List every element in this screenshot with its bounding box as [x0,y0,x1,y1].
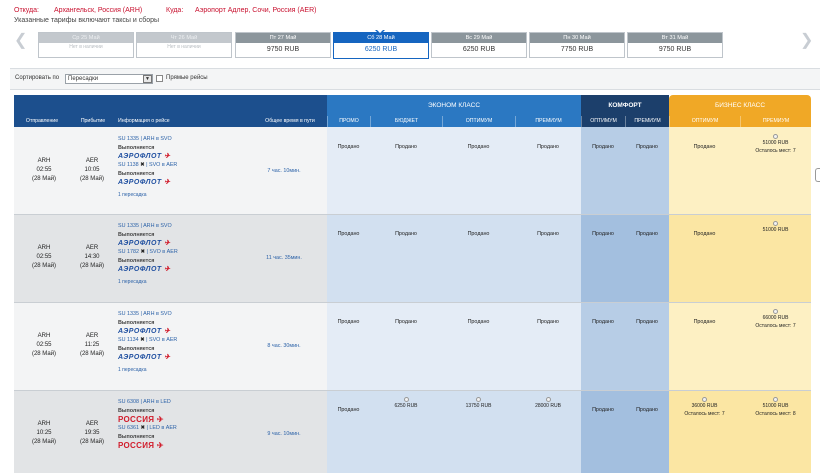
col-arrival: Прибытие [80,118,106,124]
business-class-header: БИЗНЕС КЛАСС [669,95,811,116]
seats-left: Осталось мест: 7 [755,323,796,329]
date-option[interactable] [529,32,625,58]
fare-sold-out: Продано [395,319,417,325]
airline-logo [118,416,238,425]
plane-icon: ✈ [161,353,171,361]
fare-column-header: ПРОМО [327,116,370,127]
date-option-label: Пт 27 Май [236,33,330,43]
fare-sold-out: Продано [395,231,417,237]
flights-table [14,95,811,473]
fare-price: 28000 RUB [535,403,561,409]
operated-by-label: Выполняется [118,231,155,238]
departure-time: 02:55 [36,254,52,260]
arrival-code: AER [85,157,99,164]
flight-row-highlight [581,390,669,473]
date-option-price: Нет в наличии [69,44,103,50]
fare-sold-out: Продано [636,144,658,150]
seats-left: Осталось мест: 7 [684,411,725,417]
fare-column-header: ПРЕМИУМ [515,116,581,127]
from-label: Откуда: [14,7,39,14]
search-summary [14,6,814,26]
arrival-code: AER [85,333,99,339]
fare-sold-out: Продано [467,231,490,237]
table-header-left [14,95,327,116]
transfers-link[interactable]: 1 пересадка [118,366,147,373]
date-carousel [0,29,820,65]
airline-name: АЭРОФЛОТ [118,327,162,335]
flight-leg-2-link[interactable] [118,336,238,345]
operated-by-label: Выполняется [118,407,155,414]
flight-route: | SVO в AER [146,337,178,344]
operated-by-label: Выполняется [118,144,155,151]
flight-route: | LED в AER [146,425,177,432]
sort-select[interactable]: Пересадки [65,74,153,84]
fare-sold-out: Продано [592,407,614,413]
total-travel-time: 7 час. 10мин. [267,167,301,174]
fare-price: 36000 RUB [691,403,718,409]
airline-name: РОССИЯ [118,414,155,424]
to-value: Аэропорт Адлер, Сочи, Россия (AER) [195,7,317,14]
date-option-price: 6250 RUB [364,46,398,53]
departure-code: ARH [37,245,51,251]
tariff-note: Указанные тарифы включают таксы и сборы [14,17,160,24]
fare-column-header: ПРЕМИУМ [740,116,811,127]
plane-icon: ✈ [161,327,171,335]
airline-logo [118,442,238,451]
arrival-time: 11:25 [84,342,100,348]
flight-leg-1-link[interactable]: SU 6308 | ARH в LED [118,399,171,405]
date-option[interactable] [627,32,723,58]
date-option-label: Вс 29 Май [432,33,526,43]
airline-logo [118,266,238,275]
close-icon: ✖ [138,162,147,169]
flight-leg-2-link[interactable] [118,248,238,257]
to-label: Куда: [166,7,184,14]
flight-route: | SVO в AER [146,162,178,169]
comfort-class-header: КОМФОРТ [581,95,669,116]
arrival-code: AER [85,421,99,427]
airline-name: АЭРОФЛОТ [118,353,162,361]
date-option-label: Вт 31 Май [628,33,722,43]
date-option-price: 6250 RUB [462,46,496,53]
flight-leg-1-link[interactable]: SU 1335 | ARH в SVO [118,136,172,142]
side-feedback-tab[interactable] [815,168,820,182]
operated-by-label: Выполняется [118,258,155,265]
flight-number[interactable]: SU 1138 [118,162,139,169]
departure-code: ARH [37,333,51,339]
departure-code: ARH [37,421,51,427]
arrival-date: (28 Май) [79,439,105,445]
flight-number[interactable]: SU 6361 [118,425,139,432]
arrival-time: 14:30 [84,254,100,260]
fare-price: 6250 RUB [394,403,418,409]
total-travel-time: 8 час. 30мин. [267,343,301,349]
sort-toolbar [10,68,820,90]
row-divider [14,302,811,303]
flight-info [118,310,238,375]
flight-leg-1-link[interactable]: SU 1335 | ARH в SVO [118,311,172,317]
departure-date: (28 Май) [31,263,57,269]
date-option-price: 7750 RUB [560,46,594,53]
date-option-price: 9750 RUB [266,46,300,53]
airline-logo [118,328,238,337]
arrival-date: (28 Май) [79,175,105,182]
fare-price: 66000 RUB [762,315,789,321]
fare-sold-out: Продано [537,144,559,150]
direct-flights-checkbox[interactable] [156,75,163,82]
seats-left: Осталось мест: 8 [755,411,796,417]
departure-code: ARH [37,157,51,164]
flight-row-highlight [581,214,669,302]
row-divider [14,390,811,391]
arrival-code: AER [85,245,99,251]
fare-sold-out: Продано [636,407,658,413]
operated-by-label: Выполняется [118,319,155,326]
plane-icon: ✈ [161,178,171,186]
flight-info [118,135,238,200]
fare-sold-out: Продано [337,231,360,237]
fare-sold-out: Продано [592,144,614,150]
fare-sold-out: Продано [537,319,559,325]
airline-logo [118,179,238,188]
date-option-price: Нет в наличии [167,44,201,50]
date-option-label: Пн 30 Май [530,33,624,43]
fare-price: 51000 RUB [762,227,789,233]
departure-date: (28 Май) [31,175,57,182]
departure-time: 10:25 [36,430,52,436]
flight-info [118,398,238,451]
direct-flights-label: Прямые рейсы [166,75,208,81]
fare-column-header: БЮДЖЕТ [370,116,442,127]
departure-time: 02:55 [36,342,52,348]
flight-number[interactable]: SU 1134 [118,337,139,344]
col-info: Информация о рейсе [118,118,170,124]
date-option [38,32,134,58]
date-option[interactable] [333,32,429,59]
flight-info [118,222,238,287]
flight-route: | SVO в AER [146,249,178,256]
airline-name: РОССИЯ [118,440,155,450]
next-dates-icon[interactable]: ❯ [800,32,814,49]
operated-by-label: Выполняется [118,434,155,441]
plane-icon: ✈ [154,440,164,450]
fare-price: 51000 RUB [762,403,789,409]
arrival-time: 19:35 [84,430,100,436]
date-option-label: Чт 26 Май [137,33,231,43]
col-total-time: Общее время в пути [265,118,315,124]
plane-icon: ✈ [161,152,171,160]
fare-sold-out: Продано [467,144,490,150]
airline-name: АЭРОФЛОТ [118,178,162,186]
close-icon: ✖ [138,337,147,344]
seats-left: Осталось мест: 7 [755,148,796,154]
fare-sold-out: Продано [693,319,716,325]
date-option-label: Ср 25 Май [39,33,133,43]
row-divider [14,214,811,215]
plane-icon: ✈ [161,265,171,273]
fare-column-header: ОПТИМУМ [442,116,515,127]
close-icon: ✖ [138,249,147,256]
fare-price: 13750 RUB [465,403,492,409]
total-travel-time: 9 час. 10мин. [267,431,301,437]
fare-sold-out: Продано [693,231,716,237]
prev-dates-icon[interactable]: ❮ [14,32,28,49]
fare-column-header: ПРЕМИУМ [625,116,669,127]
date-option-label: Сб 28 Май [334,33,428,43]
airline-name: АЭРОФЛОТ [118,239,162,247]
date-option[interactable] [431,32,527,58]
departure-date: (28 Май) [31,351,57,357]
date-option[interactable] [235,32,331,58]
fare-sold-out: Продано [337,144,360,150]
from-value: Архангельск, Россия (ARH) [54,7,143,14]
airline-name: АЭРОФЛОТ [118,265,162,273]
fare-sold-out: Продано [636,231,658,237]
fare-price: 51000 RUB [762,140,789,146]
plane-icon: ✈ [161,239,171,247]
flight-leg-2-link[interactable] [118,161,238,170]
fare-sold-out: Продано [395,144,417,150]
fare-column-header: ОПТИМУМ [581,116,625,127]
fare-sold-out: Продано [693,144,716,150]
operated-by-label: Выполняется [118,346,155,353]
arrival-date: (28 Май) [79,351,105,357]
operated-by-label: Выполняется [118,171,155,178]
fare-column-header: ОПТИМУМ [669,116,740,127]
airline-logo [118,354,238,363]
transfers-link[interactable]: 1 пересадка [118,191,147,198]
arrival-date: (28 Май) [79,263,105,269]
airline-name: АЭРОФЛОТ [118,152,162,160]
fare-sold-out: Продано [592,231,614,237]
close-icon: ✖ [138,425,147,432]
transfers-link[interactable]: 1 пересадка [118,278,147,285]
fare-sold-out: Продано [467,319,490,325]
total-travel-time: 11 час. 35мин. [266,255,302,261]
departure-date: (28 Май) [31,439,57,445]
flight-number[interactable]: SU 1782 [118,249,139,256]
fare-sold-out: Продано [592,319,614,325]
arrival-time: 10:05 [84,166,100,173]
airline-logo [118,153,238,162]
fare-sold-out: Продано [636,319,658,325]
flight-leg-1-link[interactable]: SU 1335 | ARH в SVO [118,223,172,229]
fare-sold-out: Продано [337,319,360,325]
plane-icon: ✈ [154,414,164,424]
sort-label: Сортировать по [15,75,60,81]
flight-leg-2-link[interactable] [118,424,238,433]
col-departure: Отправление [25,118,59,124]
departure-time: 02:55 [36,166,52,173]
airline-logo [118,240,238,249]
fare-sold-out: Продано [337,407,360,413]
econom-class-header: ЭКОНОМ КЛАСС [327,95,581,116]
date-option-price: 9750 RUB [658,46,692,53]
sort-dropdown-icon[interactable]: ▼ [143,75,152,83]
fare-sold-out: Продано [537,231,559,237]
date-option [136,32,232,58]
flight-row-highlight [327,214,581,302]
